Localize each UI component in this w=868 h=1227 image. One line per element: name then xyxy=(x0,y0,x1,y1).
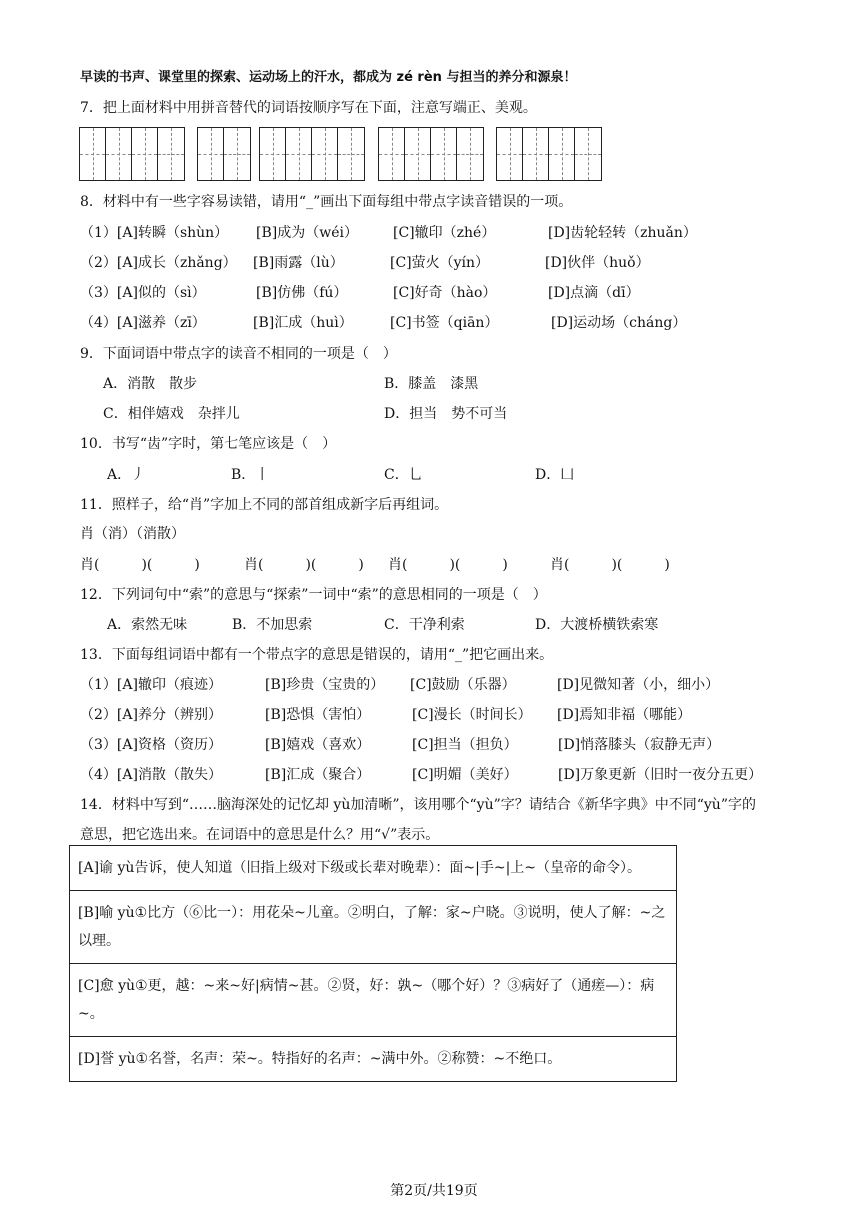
q11-blank-4[interactable]: 肖( )( ) xyxy=(550,557,670,573)
q13-row-3-a: （3）[A]资格（资历） xyxy=(80,737,222,753)
q8-row-4-a: （4）[A]滋养（zī） xyxy=(80,315,206,331)
q8-row-2-a: （2）[A]成长（zhǎng） xyxy=(80,255,237,271)
q10-option-c[interactable]: C．乚 xyxy=(384,467,423,483)
q13-row-2-a: （2）[A]养分（辨别） xyxy=(80,707,222,723)
q13-row-4-d: [D]万象更新（旧时一夜分五更） xyxy=(558,767,763,783)
writing-grid-5[interactable] xyxy=(496,127,602,181)
q10-option-a[interactable]: A．丿 xyxy=(107,467,146,483)
q13-row-4-b: [B]汇成（聚合） xyxy=(265,767,371,783)
q11-blank-2[interactable]: 肖( )( ) xyxy=(244,557,364,573)
writing-grid-2[interactable] xyxy=(197,127,251,181)
dictionary-row-d[interactable] xyxy=(70,1037,677,1082)
dictionary-table xyxy=(69,845,677,1082)
question-14-line-1: 14．材料中写到“……脑海深处的记忆却 yù加清晰”，该用哪个“yù”字？请结合《新华字典》中不同“yù”字的 xyxy=(80,797,756,813)
writing-grid-4[interactable] xyxy=(378,127,484,181)
q13-row-1-a: （1）[A]辙印（痕迹） xyxy=(80,677,222,693)
dictionary-entry-c: [C]愈 yù①更，越：~来~好|病情~甚。②贤，好：孰~（哪个好）？③病好了（通瘥—）：病~。 xyxy=(70,964,677,1037)
question-12: 12．下列词句中“索”的意思与“探索”一词中“索”的意思相同的一项是（ ） xyxy=(80,587,547,603)
dictionary-entry-b: [B]喻 yù①比方（⑥比一）：用花朵~儿童。②明白，了解：家~户晓。③说明，使人了解：~之以理。 xyxy=(70,891,677,964)
question-10: 10．书写“齿”字时，第七笔应该是（ ） xyxy=(80,436,337,452)
q8-row-4-c: [C]书签（qiān） xyxy=(390,315,499,331)
question-9: 9．下面词语中带点字的读音不相同的一项是（ ） xyxy=(80,346,397,362)
page-footer: 第2页/共19页 xyxy=(390,1183,478,1199)
q8-row-1-b: [B]成为（wéi） xyxy=(256,225,358,241)
q11-blank-3[interactable]: 肖( )( ) xyxy=(388,557,508,573)
q13-row-4-a: （4）[A]消散（散失） xyxy=(80,767,222,783)
dictionary-row-b[interactable] xyxy=(70,891,677,964)
q13-row-3-b: [B]嬉戏（喜欢） xyxy=(265,737,371,753)
dictionary-row-c[interactable] xyxy=(70,964,677,1037)
q8-row-1-a: （1）[A]转瞬（shùn） xyxy=(80,225,229,241)
dictionary-entry-d: [D]誉 yù①名誉，名声：荣~。特指好的名声：~满中外。②称赞：~不绝口。 xyxy=(70,1037,677,1082)
q12-option-d[interactable]: D．大渡桥横铁索寒 xyxy=(535,617,659,633)
writing-grid-3[interactable] xyxy=(259,127,365,181)
q13-row-4-c: [C]明媚（美好） xyxy=(412,767,518,783)
q8-row-3-c: [C]好奇（hào） xyxy=(393,285,497,301)
q13-row-2-d: [D]焉知非福（哪能） xyxy=(557,707,692,723)
q8-row-2-c: [C]萤火（yín） xyxy=(390,255,490,271)
q8-row-1-d: [D]齿轮轻转（zhuǎn） xyxy=(548,225,697,241)
q13-row-3-c: [C]担当（担负） xyxy=(412,737,518,753)
q8-row-4-d: [D]运动场（cháng） xyxy=(551,315,687,331)
q13-row-1-b: [B]珍贵（宝贵的） xyxy=(265,677,385,693)
q11-example: 肖（消）（消散） xyxy=(80,526,185,542)
q13-row-3-d: [D]悄落膝头（寂静无声） xyxy=(558,737,721,753)
q13-row-1-d: [D]见微知著（小，细小） xyxy=(557,677,720,693)
q8-row-2-b: [B]雨露（lù） xyxy=(253,255,344,271)
lead-text: 早读的书声、课堂里的探索、运动场上的汗水，都成为 zé rèn 与担当的养分和源泉！ xyxy=(80,70,577,85)
question-7: 7．把上面材料中用拼音替代的词语按顺序写在下面，注意写端正、美观。 xyxy=(80,100,537,116)
q8-row-2-d: [D]伙伴（huǒ） xyxy=(545,255,650,271)
question-8: 8．材料中有一些字容易读错，请用“_”画出下面每组中带点字读音错误的一项。 xyxy=(80,194,573,210)
q9-option-d[interactable]: D．担当 势不可当 xyxy=(384,406,508,422)
q8-row-1-c: [C]辙印（zhé） xyxy=(393,225,496,241)
q11-blank-1[interactable]: 肖( )( ) xyxy=(80,557,200,573)
q13-row-1-c: [C]鼓励（乐器） xyxy=(410,677,516,693)
q12-option-b[interactable]: B．不加思索 xyxy=(232,617,313,633)
q8-row-3-d: [D]点滴（dī） xyxy=(548,285,640,301)
dictionary-row-a[interactable] xyxy=(70,846,677,891)
q10-option-d[interactable]: D．凵 xyxy=(535,467,575,483)
q8-row-4-b: [B]汇成（huì） xyxy=(253,315,353,331)
dictionary-entry-a: [A]谕 yù告诉，使人知道（旧指上级对下级或长辈对晚辈）：面~|手~|上~（皇帝的命令）。 xyxy=(70,846,677,891)
q12-option-c[interactable]: C．干净利索 xyxy=(384,617,465,633)
question-13: 13．下面每组词语中都有一个带点字的意思是错误的，请用“_”把它画出来。 xyxy=(80,647,554,663)
q9-option-b[interactable]: B．膝盖 漆黑 xyxy=(384,376,479,392)
q9-option-c[interactable]: C．相伴嬉戏 杂拌儿 xyxy=(103,406,240,422)
q13-row-2-b: [B]恐惧（害怕） xyxy=(265,707,371,723)
writing-grid-1[interactable] xyxy=(79,127,185,181)
question-11: 11．照样子，给“肖”字加上不同的部首组成新字后再组词。 xyxy=(80,497,449,513)
q8-row-3-b: [B]仿佛（fú） xyxy=(256,285,348,301)
q10-option-b[interactable]: B．丨 xyxy=(231,467,270,483)
question-14-line-2: 意思，把它选出来。在词语中的意思是什么？用“√”表示。 xyxy=(80,827,440,843)
q9-option-a[interactable]: A．消散 散步 xyxy=(103,376,198,392)
q13-row-2-c: [C]漫长（时间长） xyxy=(412,707,532,723)
q12-option-a[interactable]: A．索然无味 xyxy=(107,617,188,633)
q8-row-3-a: （3）[A]似的（sì） xyxy=(80,285,206,301)
